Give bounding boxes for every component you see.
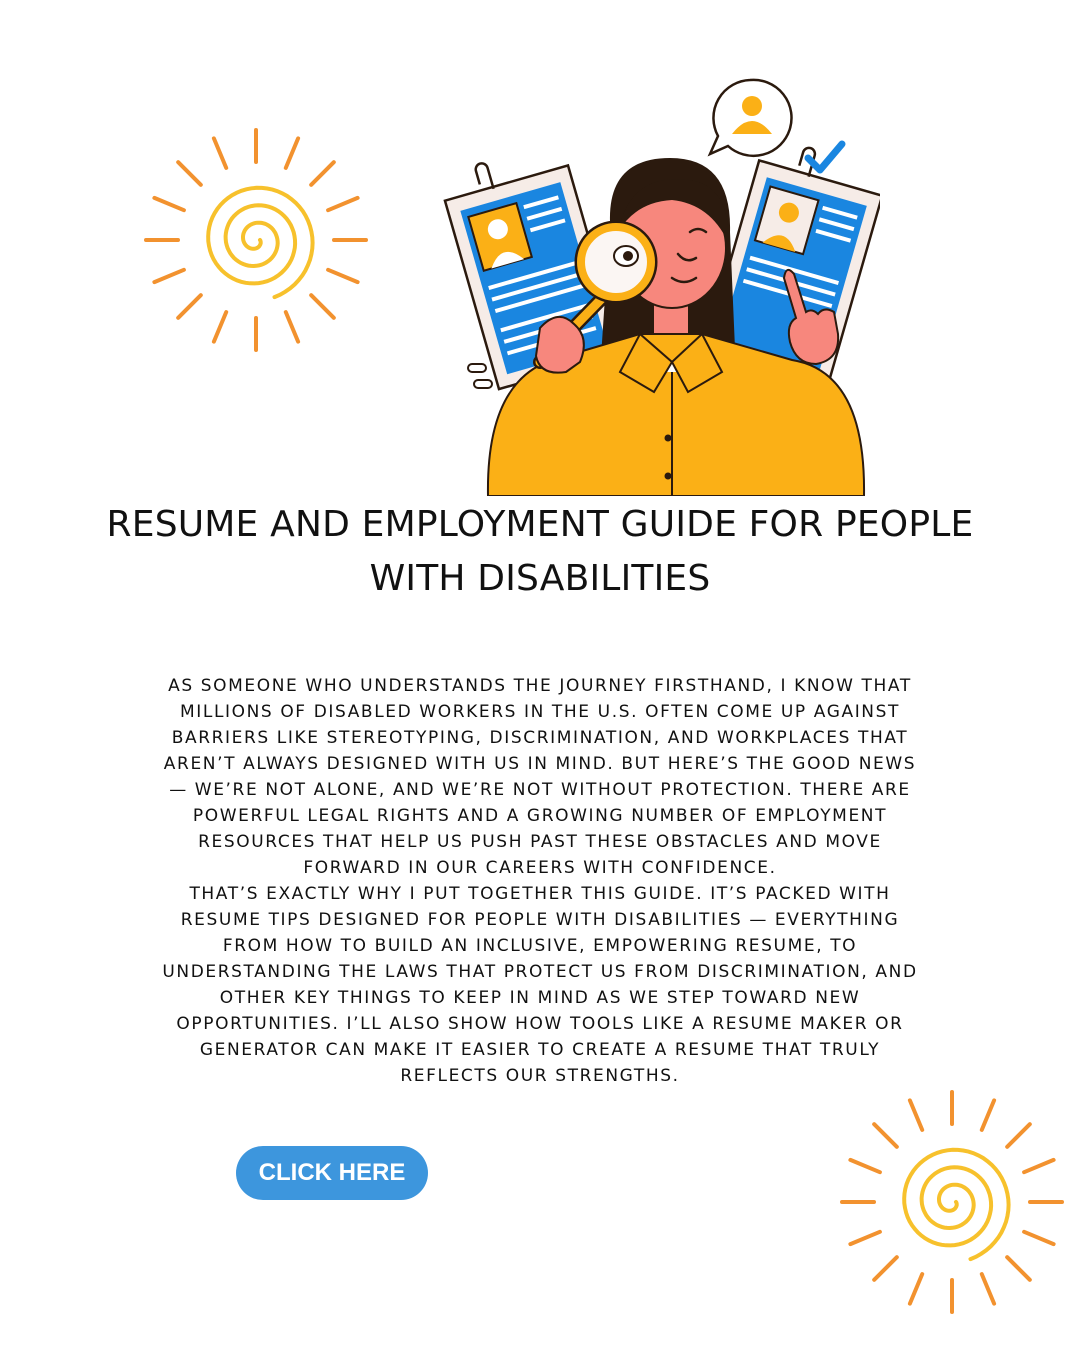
click-here-button[interactable]: CLICK HERE — [236, 1146, 428, 1200]
woman-magnifying-glass-resumes — [440, 72, 880, 496]
user-speech-bubble-icon — [710, 80, 792, 156]
paragraph: AS SOMEONE WHO UNDERSTANDS THE JOURNEY FIRSTHAND, I KNOW THAT MILLIONS OF DISABLED WORKERS IN THE U.S. OFTEN COME UP AGAINST BARRIERS LIKE STEREOTYPING, DISCRIMINATION, AND WORKPLACES THAT AREN’T ALWAYS DESIGNED WITH US IN MIND. BUT HERE’S THE GOOD NEWS — WE’RE NOT ALONE, AND WE’RE NOT WITHOUT PROTECTION. THERE ARE POWERFUL LEGAL RIGHTS AND A GROWING NUMBER OF EMPLOYMENT RESOURCES THAT HELP US PUSH PAST THESE OBSTACLES AND MOVE FORWARD IN OUR CAREERS WITH CONFIDENCE. — [163, 676, 917, 878]
intro-text — [160, 673, 920, 1089]
sun-spiral-icon — [140, 124, 372, 356]
sun-spiral-icon — [836, 1086, 1068, 1318]
page-title: RESUME AND EMPLOYMENT GUIDE FOR PEOPLE WITH DISABILITIES — [106, 504, 974, 599]
paragraph: THAT’S EXACTLY WHY I PUT TOGETHER THIS GUIDE. IT’S PACKED WITH RESUME TIPS DESIGNED FOR PEOPLE WITH DISABILITIES — EVERYTHING FROM HOW TO BUILD AN INCLUSIVE, EMPOWERING RESUME, TO UNDERSTANDING THE LAWS THAT PROTECT US FROM DISCRIMINATION, AND OTHER KEY THINGS TO KEEP IN MIND AS WE STEP TOWARD NEW OPPORTUNITIES. I’LL ALSO SHOW HOW TOOLS LIKE A RESUME MAKER OR GENERATOR CAN MAKE IT EASIER TO CREATE A RESUME THAT TRULY REFLECTS OUR STRENGTHS. — [162, 884, 918, 1086]
